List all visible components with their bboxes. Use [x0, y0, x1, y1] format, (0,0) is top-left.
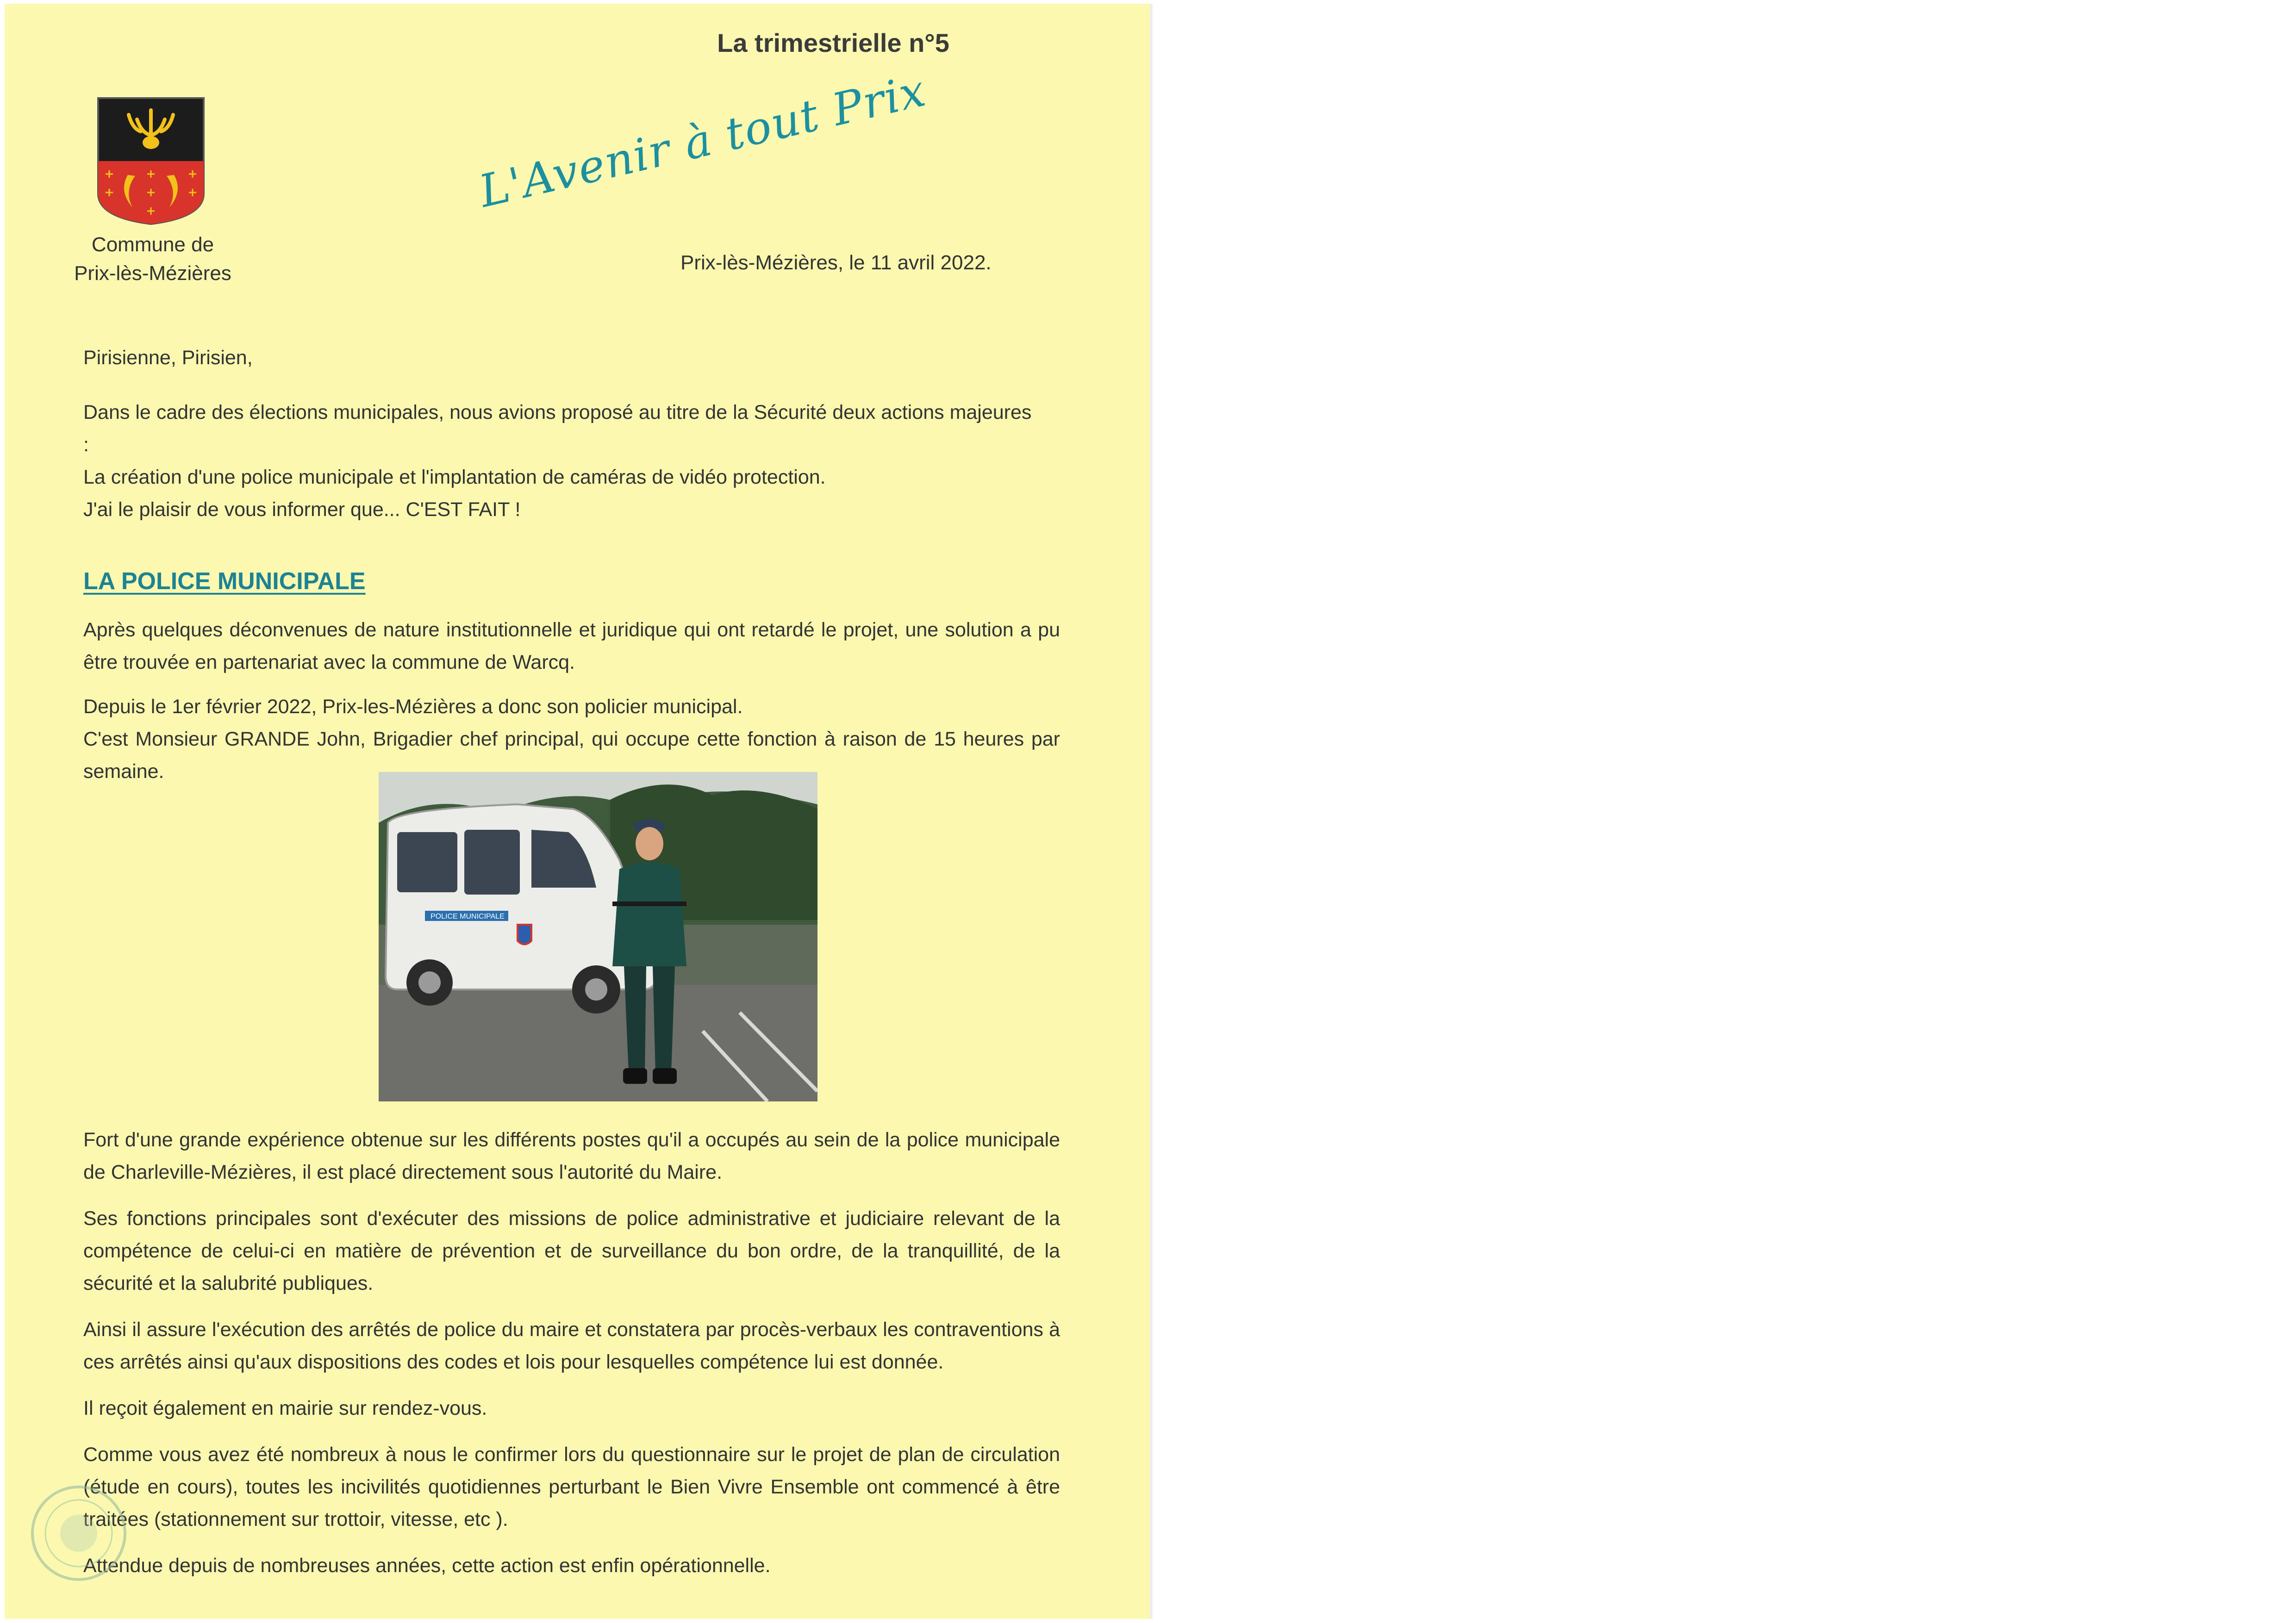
place-date: Prix-lès-Mézières, le 11 avril 2022. [680, 251, 992, 274]
officer-photo [379, 772, 817, 1101]
commune-line-2: Prix-lès-Mézières [74, 262, 231, 285]
vehicle-label: POLICE MUNICIPALE [430, 913, 505, 920]
section-paragraph-4: Ses fonctions principales sont d'exécuter des missions de police administrative et judiciaire relevant de la compétence de celui-ci en matière de prévention et de surveillance du bon ordre, de la tranquillité, de la sécurité et la salubrité publiques. [83, 1207, 1060, 1294]
section-paragraph-3: Fort d'une grande expérience obtenue sur les différents postes qu'il a occupés au sein de la police municipale de Charleville-Mézières, il est placé directement sous l'autorité du Maire. [83, 1129, 1060, 1183]
motto: L'Avenir à tout Prix [474, 64, 931, 218]
section-block-top [83, 614, 1060, 788]
coat-of-arms-icon [95, 96, 206, 226]
section-paragraph-8: Attendue depuis de nombreuses années, cette action est enfin opérationnelle. [83, 1555, 771, 1577]
salutation: Pirisienne, Pirisien, [83, 347, 253, 369]
intro-paragraph-1: Dans le cadre des élections municipales, nous avions proposé au titre de la Sécurité deux actions majeures : [83, 401, 1032, 456]
section-paragraph-2-line-2: C'est Monsieur GRANDE John, Brigadier chef principal, qui occupe cette fonction à raison de 15 heures par semaine. [83, 728, 1060, 783]
commune-name [60, 230, 245, 288]
section-title: LA POLICE MUNICIPALE [83, 568, 366, 595]
section-paragraph-1: Après quelques déconvenues de nature institutionnelle et juridique qui ont retardé le projet, une solution a pu être trouvée en partenariat avec la commune de Warcq. [83, 619, 1060, 673]
letter-page [5, 4, 1153, 1619]
section-paragraph-6: Il reçoit également en mairie sur rendez-vous. [83, 1397, 487, 1419]
intro-paragraph-2: La création d'une police municipale et l'implantation de caméras de vidéo protection. [83, 466, 826, 488]
section-block-bottom [83, 1124, 1060, 1582]
commune-line-1: Commune de [91, 233, 214, 256]
section-paragraph-5: Ainsi il assure l'exécution des arrêtés de police du maire et constatera par procès-verbaux les contraventions à ces arrêtés ainsi qu'aux dispositions des codes et lois pour lesquelles compétence lui est donnée. [83, 1318, 1060, 1373]
newsletter-title: La trimestrielle n°5 [717, 28, 949, 57]
section-paragraph-7: Comme vous avez été nombreux à nous le confirmer lors du questionnaire sur le projet de plan de circulation (étude en cours), toutes les incivilités quotidiennes perturbant le Bien Vivre Ensemble ont commencé à être traitées (stationnement sur trottoir, vitesse, etc ). [83, 1443, 1060, 1530]
intro-block [83, 342, 1060, 526]
town-hall-stamp-icon [28, 1482, 130, 1584]
section-paragraph-2-line-1: Depuis le 1er février 2022, Prix-les-Mézières a donc son policier municipal. [83, 696, 743, 718]
intro-paragraph-3: J'ai le plaisir de vous informer que... C'EST FAIT ! [83, 498, 521, 521]
